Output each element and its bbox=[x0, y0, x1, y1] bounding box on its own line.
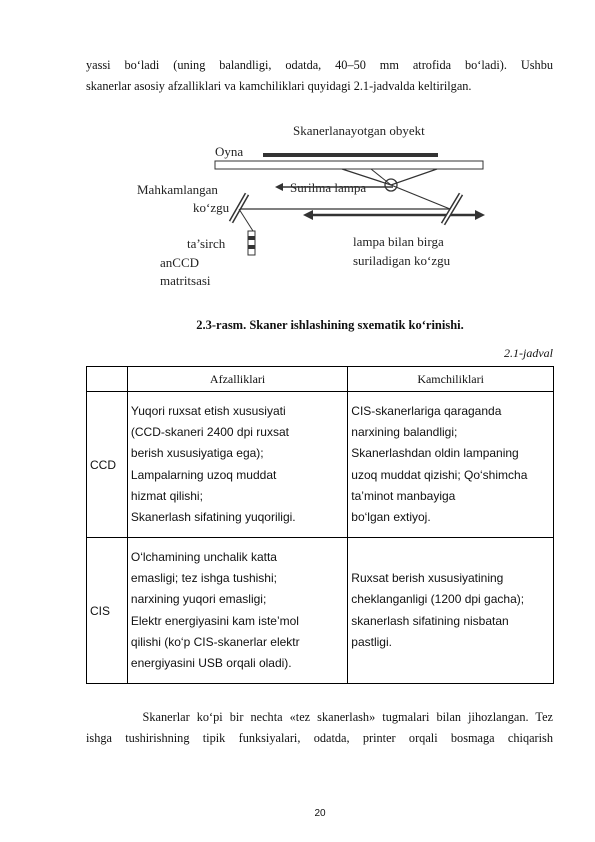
pros-line: Skanerlash sifatining yuqoriligi. bbox=[130, 510, 296, 525]
pros-line: Yuqori ruxsat etish xususiyati bbox=[130, 403, 286, 418]
row-cons bbox=[348, 538, 554, 684]
label-fixed-mirror-1: Mahkamlangan bbox=[137, 182, 218, 197]
intro-line-2: skanerlar asosiy afzalliklari va kamchiliklari quyidagi 2.1-jadvalda keltirilgan. bbox=[86, 79, 472, 93]
row-type: CIS bbox=[87, 538, 128, 684]
scanned-object bbox=[263, 153, 438, 157]
pros-line: berish xususiyatiga ega); bbox=[130, 446, 264, 461]
header-empty bbox=[87, 367, 128, 392]
row-type: CCD bbox=[87, 392, 128, 538]
pros-line: narxining yuqori emasligi; bbox=[130, 592, 267, 607]
scanner-diagram bbox=[135, 118, 485, 298]
label-sensor-1: ta’sirch bbox=[187, 236, 226, 251]
pros-line: hizmat qilishi; bbox=[130, 488, 203, 503]
cons-line: CIS-skanerlariga qaraganda bbox=[351, 403, 502, 418]
figure-caption: 2.3-rasm. Skaner ishlashining sxematik ko‘rinishi. bbox=[196, 318, 464, 332]
outro-paragraph bbox=[86, 707, 553, 749]
row-pros bbox=[127, 538, 347, 684]
label-fixed-mirror-2: ko‘zgu bbox=[193, 200, 230, 215]
table-header-row bbox=[87, 367, 554, 392]
pros-line: emasligi; tez ishga tushishi; bbox=[130, 570, 277, 585]
pros-line: O‘lchamining unchalik katta bbox=[130, 549, 277, 564]
header-cons: Kamchiliklari bbox=[348, 367, 554, 392]
page-number: 20 bbox=[314, 808, 326, 819]
cons-line: uzoq muddat qizishi; Qo‘shimcha bbox=[351, 467, 528, 482]
sensor-path bbox=[239, 209, 253, 231]
label-sensor-3: matritsasi bbox=[160, 273, 211, 288]
pros-line: Elektr energiyasini kam iste’mol bbox=[130, 613, 299, 628]
pros-line: energiyasini USB orqali oladi). bbox=[130, 656, 292, 671]
cons-line: Skanerlashdan oldin lampaning bbox=[351, 446, 519, 461]
pros-line: (CCD-skaneri 2400 dpi ruxsat bbox=[130, 424, 289, 439]
outro-line-1: Skanerlar ko‘pi bir nechta «tez skanerlash» tugmalari bilan jihozlangan. Tez bbox=[86, 710, 553, 724]
cons-line: Ruxsat berish xususiyatining bbox=[351, 570, 504, 585]
cons-line: skanerlash sifatining nisbatan bbox=[351, 613, 509, 628]
cons-line: cheklanganligi (1200 dpi gacha); bbox=[351, 592, 525, 607]
glass-plate bbox=[215, 161, 483, 169]
label-glass: Oyna bbox=[215, 144, 244, 159]
cons-line: narxining balandligi; bbox=[351, 424, 458, 439]
row-pros bbox=[127, 392, 347, 538]
intro-line-1: yassi bo‘ladi (uning balandligi, odatda, 40–50 mm atrofida bo‘ladi). Ushbu bbox=[86, 58, 553, 72]
header-pros: Afzalliklari bbox=[127, 367, 347, 392]
cons-line: pastligi. bbox=[351, 634, 392, 649]
table-row bbox=[87, 392, 554, 538]
label-sensor-2: anCCD bbox=[160, 255, 199, 270]
pros-line: qilishi (ko‘p CIS-skanerlar elektr bbox=[130, 634, 300, 649]
table-label: 2.1-jadval bbox=[504, 346, 553, 360]
pros-cons-table bbox=[86, 366, 554, 684]
row-cons bbox=[348, 392, 554, 538]
label-lamp: Surilma lampa bbox=[290, 180, 367, 195]
cons-line: bo‘lgan extiyoj. bbox=[351, 510, 431, 525]
label-object: Skanerlanayotgan obyekt bbox=[293, 123, 425, 138]
outro-line-2: ishga tushirishning tipik funksiyalari, odatda, printer orqali bosmaga chiqarish bbox=[86, 731, 553, 745]
label-moving-mirror-1: lampa bilan birga bbox=[353, 234, 444, 249]
pros-line: Lampalarning uzoq muddat bbox=[130, 467, 277, 482]
label-moving-mirror-2: suriladigan ko‘zgu bbox=[353, 253, 451, 268]
intro-paragraph bbox=[86, 55, 553, 97]
ccd-sensor bbox=[248, 231, 255, 255]
table-row bbox=[87, 538, 554, 684]
cons-line: ta’minot manbayiga bbox=[351, 488, 456, 503]
